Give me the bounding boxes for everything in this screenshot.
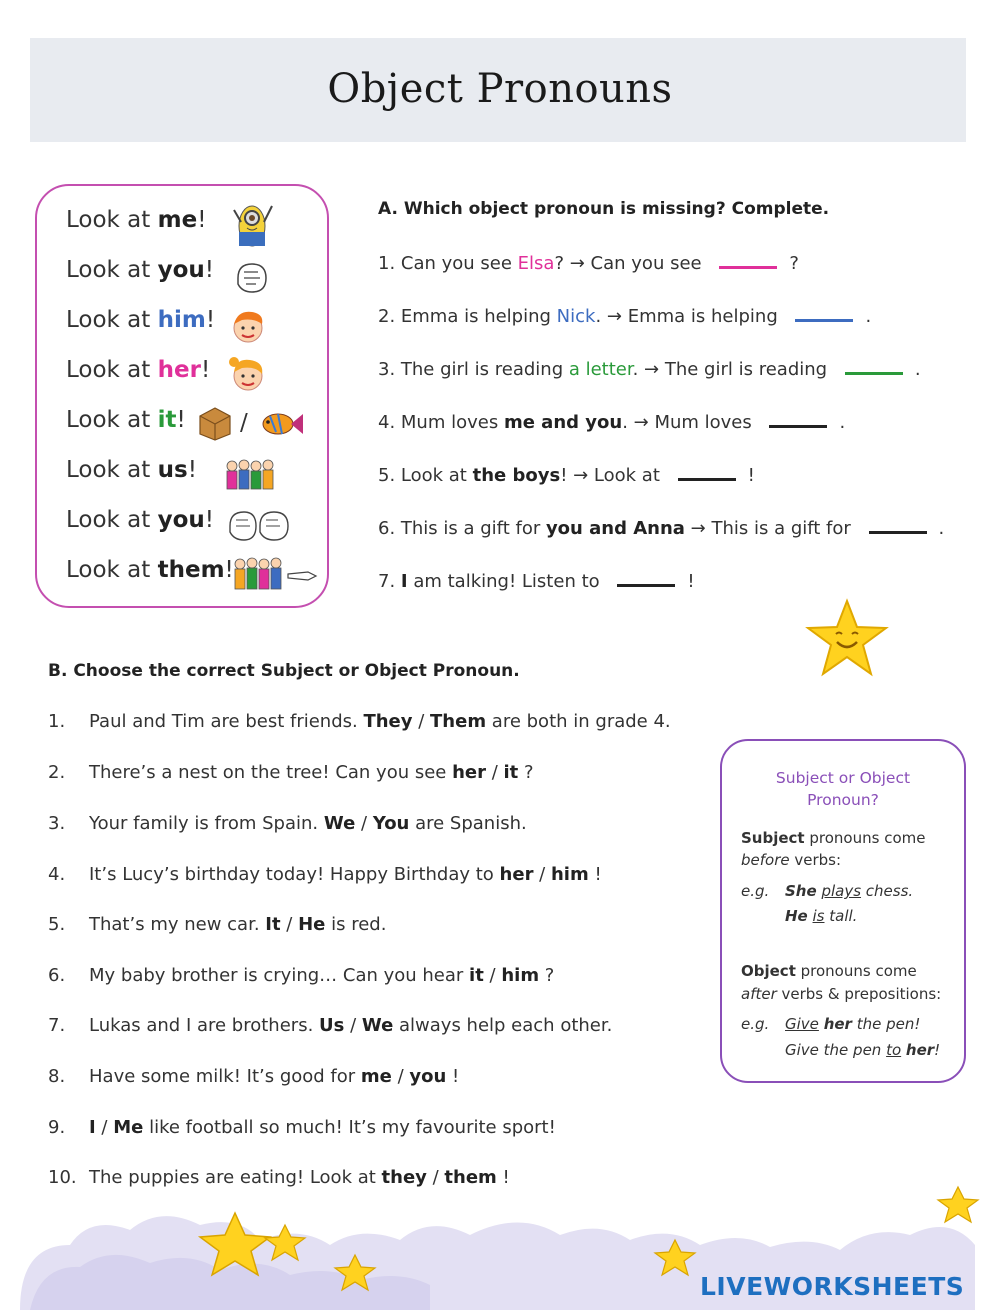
option-2[interactable]: it — [503, 762, 519, 783]
exercise-a-row: 6. This is a gift for you and Anna → This is a gift for . — [378, 518, 945, 539]
answer-blank[interactable] — [845, 358, 903, 375]
boy-face-icon — [228, 308, 268, 346]
exercise-a-row: 7. I am talking! Listen to ! — [378, 571, 695, 592]
option-2[interactable]: You — [372, 813, 410, 834]
exercise-a-row: 2. Emma is helping Nick. → Emma is helping . — [378, 306, 872, 327]
minion-icon — [226, 198, 282, 248]
look-at-row: Look at her! — [66, 357, 211, 383]
exercise-b-row: 10. The puppies are eating! Look at they / them ! — [48, 1167, 510, 1188]
option-1[interactable]: they — [381, 1167, 427, 1188]
exercise-b-row: 6. My baby brother is crying… Can you hear it / him ? — [48, 965, 555, 986]
answer-blank[interactable] — [719, 252, 777, 269]
section-a-title: A. Which object pronoun is missing? Complete. — [378, 199, 830, 219]
info-title-line1: Subject or Object — [775, 769, 911, 787]
look-at-row: Look at me! — [66, 207, 207, 233]
option-1[interactable]: It — [265, 914, 281, 935]
info-object-rule-2: after verbs & prepositions: — [741, 985, 942, 1003]
info-title-line2: Pronoun? — [807, 791, 879, 809]
exercise-b-row: 2. There’s a nest on the tree! Can you see her / it ? — [48, 762, 534, 783]
look-at-row: Look at them! — [66, 557, 234, 583]
exercise-a-row: 4. Mum loves me and you. → Mum loves . — [378, 412, 846, 433]
answer-blank[interactable] — [769, 411, 827, 428]
option-2[interactable]: Them — [430, 711, 487, 732]
info-example-3: Give her the pen! — [785, 1015, 921, 1033]
answer-blank[interactable] — [617, 570, 675, 587]
exercise-a-row: 3. The girl is reading a letter. → The girl is reading . — [378, 359, 921, 380]
option-1[interactable]: me — [360, 1066, 392, 1087]
option-2[interactable]: him — [550, 864, 589, 885]
info-eg-1: e.g. — [741, 882, 770, 900]
box-icon — [196, 404, 234, 442]
fish-icon — [258, 404, 304, 442]
it-slash: / — [240, 410, 248, 436]
exercise-b-row: 9. I / Me like football so much! It’s my favourite sport! — [48, 1117, 556, 1138]
look-at-row: Look at us! — [66, 457, 197, 483]
exercise-b-row: 3. Your family is from Spain. We / You are Spanish. — [48, 813, 527, 834]
answer-blank[interactable] — [869, 517, 927, 534]
hand-pointing-you-icon — [232, 258, 272, 298]
info-example-4: Give the pen to her! — [785, 1041, 941, 1059]
smiling-star-icon — [804, 598, 890, 678]
group-them-icon — [230, 554, 320, 596]
option-1[interactable]: I — [89, 1117, 96, 1138]
page-title: Object Pronouns — [327, 66, 673, 112]
exercise-b-row: 5. That’s my new car. It / He is red. — [48, 914, 387, 935]
group-us-icon — [222, 456, 282, 496]
look-at-row: Look at it! — [66, 407, 186, 433]
look-at-row: Look at you! — [66, 507, 215, 533]
hands-pointing-you-plural-icon — [226, 506, 292, 546]
girl-face-icon — [226, 354, 270, 394]
option-2[interactable]: He — [298, 914, 326, 935]
section-b-title: B. Choose the correct Subject or Object Pronoun. — [48, 661, 520, 681]
info-subject-rule: Subject pronouns come — [741, 829, 926, 847]
liveworksheets-logo: LIVEWORKSHEETS — [700, 1272, 965, 1301]
exercise-b-row: 4. It’s Lucy’s birthday today! Happy Birthday to her / him ! — [48, 864, 602, 885]
info-example-1: She plays chess. — [785, 882, 914, 900]
option-2[interactable]: We — [361, 1015, 394, 1036]
option-1[interactable]: it — [469, 965, 484, 986]
info-object-rule: Object pronouns come — [741, 962, 917, 980]
answer-blank[interactable] — [795, 305, 853, 322]
exercise-b-row: 1. Paul and Tim are best friends. They / Them are both in grade 4. — [48, 711, 671, 732]
look-at-row: Look at him! — [66, 307, 216, 333]
option-2[interactable]: you — [409, 1066, 447, 1087]
option-1[interactable]: They — [363, 711, 413, 732]
option-2[interactable]: them — [444, 1167, 497, 1188]
option-1[interactable]: her — [452, 762, 486, 783]
info-example-2: He is tall. — [785, 907, 858, 925]
exercise-a-row: 5. Look at the boys! → Look at ! — [378, 465, 755, 486]
info-eg-2: e.g. — [741, 1015, 770, 1033]
exercise-a-row: 1. Can you see Elsa? → Can you see ? — [378, 253, 799, 274]
option-1[interactable]: Us — [319, 1015, 345, 1036]
answer-blank[interactable] — [678, 464, 736, 481]
option-1[interactable]: We — [323, 813, 356, 834]
option-2[interactable]: Me — [113, 1117, 144, 1138]
exercise-b-row: 8. Have some milk! It’s good for me / you ! — [48, 1066, 460, 1087]
info-subject-rule-2: before verbs: — [741, 851, 842, 869]
look-at-row: Look at you! — [66, 257, 215, 283]
option-2[interactable]: him — [501, 965, 540, 986]
option-1[interactable]: her — [499, 864, 534, 885]
exercise-b-row: 7. Lukas and I are brothers. Us / We always help each other. — [48, 1015, 613, 1036]
